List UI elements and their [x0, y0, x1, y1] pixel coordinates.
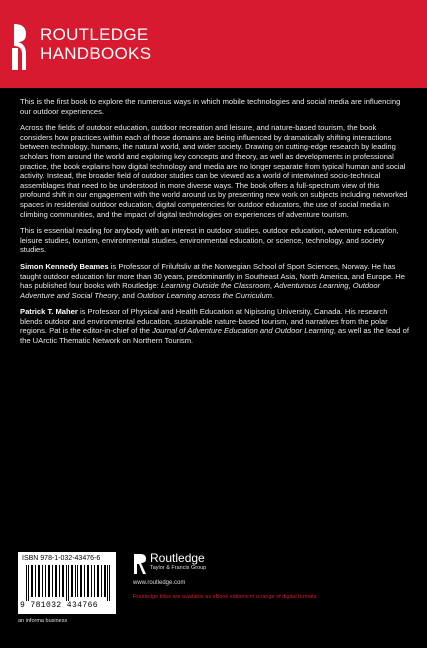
book-title: Outdoor Adventure and Social Theory [20, 281, 381, 300]
series-name-line1: ROUTLEDGE [40, 25, 149, 44]
publisher-name: Routledge [150, 551, 205, 565]
informa-business-label: an informa business [18, 618, 68, 624]
ebook-availability-note: Routledge titles are available as eBook editions in a range of digital formats [133, 594, 317, 600]
publisher-url: www.routledge.com [133, 580, 186, 586]
publisher-group: Taylor & Francis Group [150, 565, 207, 571]
description-paragraph: Across the fields of outdoor education, outdoor recreation and leisure, and nature-based tourism, the book considers how practices within each of those domains are being influenced by dramatically shifting interactions between technology, humans, the natural world, and wider society. Drawing on cutting-edge research by leading scholars from around the world and exploring key concepts and theory, as well as developments in professional practice, the book explains how digital technology and media are no longer separate from typical human and social activity. Instead, the broader field of outdoor studies can be viewed as a world of intertwined socio-technical assemblages that need to be understood in more diverse ways. The book offers a full-spectrum view of this profound shift in our engagement with the world around us by presenting new work on subjects including networked spaces in residential outdoor education, digital competencies for outdoor educators, the use of social media in climbing communities, and the impact of digital technologies on experiences of adventure tourism. [20, 123, 408, 219]
routledge-publisher-logo-icon [133, 553, 147, 575]
isbn-barcode [18, 552, 116, 614]
journal-title: Journal of Adventure Education and Outdoor Learning [152, 326, 334, 336]
book-title: Adventurous Learning [274, 281, 349, 291]
barcode-icon [24, 565, 112, 601]
series-name-line2: HANDBOOKS [40, 44, 152, 63]
author1-bio: Simon Kennedy Beames is Professor of Friluftsliv at the Norwegian School of Sport Sciences, Norway. He has taught outdoor education for more than 30 years, predominantly in Southeast Asia, North America, and Europe. He has published four books with Routledge: Learning Outside the Classroom, Adventurous Learning, Outdoor Adventure and Social Theory, and Outdoor Learning across the Curriculum. [20, 261, 405, 300]
intro-paragraph: This is the first book to explore the numerous ways in which mobile technologies and social media are influencing our outdoor experiences. [20, 97, 401, 116]
author1-name: Simon Kennedy Beames [20, 261, 109, 271]
series-banner [0, 0, 427, 88]
back-cover-blurb [20, 97, 410, 353]
author2-bio: Patrick T. Maher is Professor of Physical and Health Education at Nipissing University, Canada. His research blends outdoor and environmental education, sustainable nature-based tourism, and narratives from the polar regions. Pat is the editor-in-chief of the Journal of Adventure Education and Outdoor Learning, as well as the lead of the UArctic Thematic Network on Northern Tourism. [20, 307, 409, 346]
book-title: Learning Outside the Classroom [161, 281, 270, 291]
book-title: Outdoor Learning across the Curriculum [136, 290, 273, 300]
author2-name: Patrick T. Maher [20, 307, 78, 317]
routledge-r-logo-icon [10, 20, 32, 74]
audience-paragraph: This is essential reading for anybody with an interest in outdoor studies, outdoor education, adventure education, leisure studies, tourism, environmental studies, environmental education, or science, technology, and society studies. [20, 226, 399, 255]
barcode-digits: 9 781032 434766 [20, 601, 99, 610]
isbn-label: ISBN 978-1-032-43476-6 [22, 555, 101, 562]
